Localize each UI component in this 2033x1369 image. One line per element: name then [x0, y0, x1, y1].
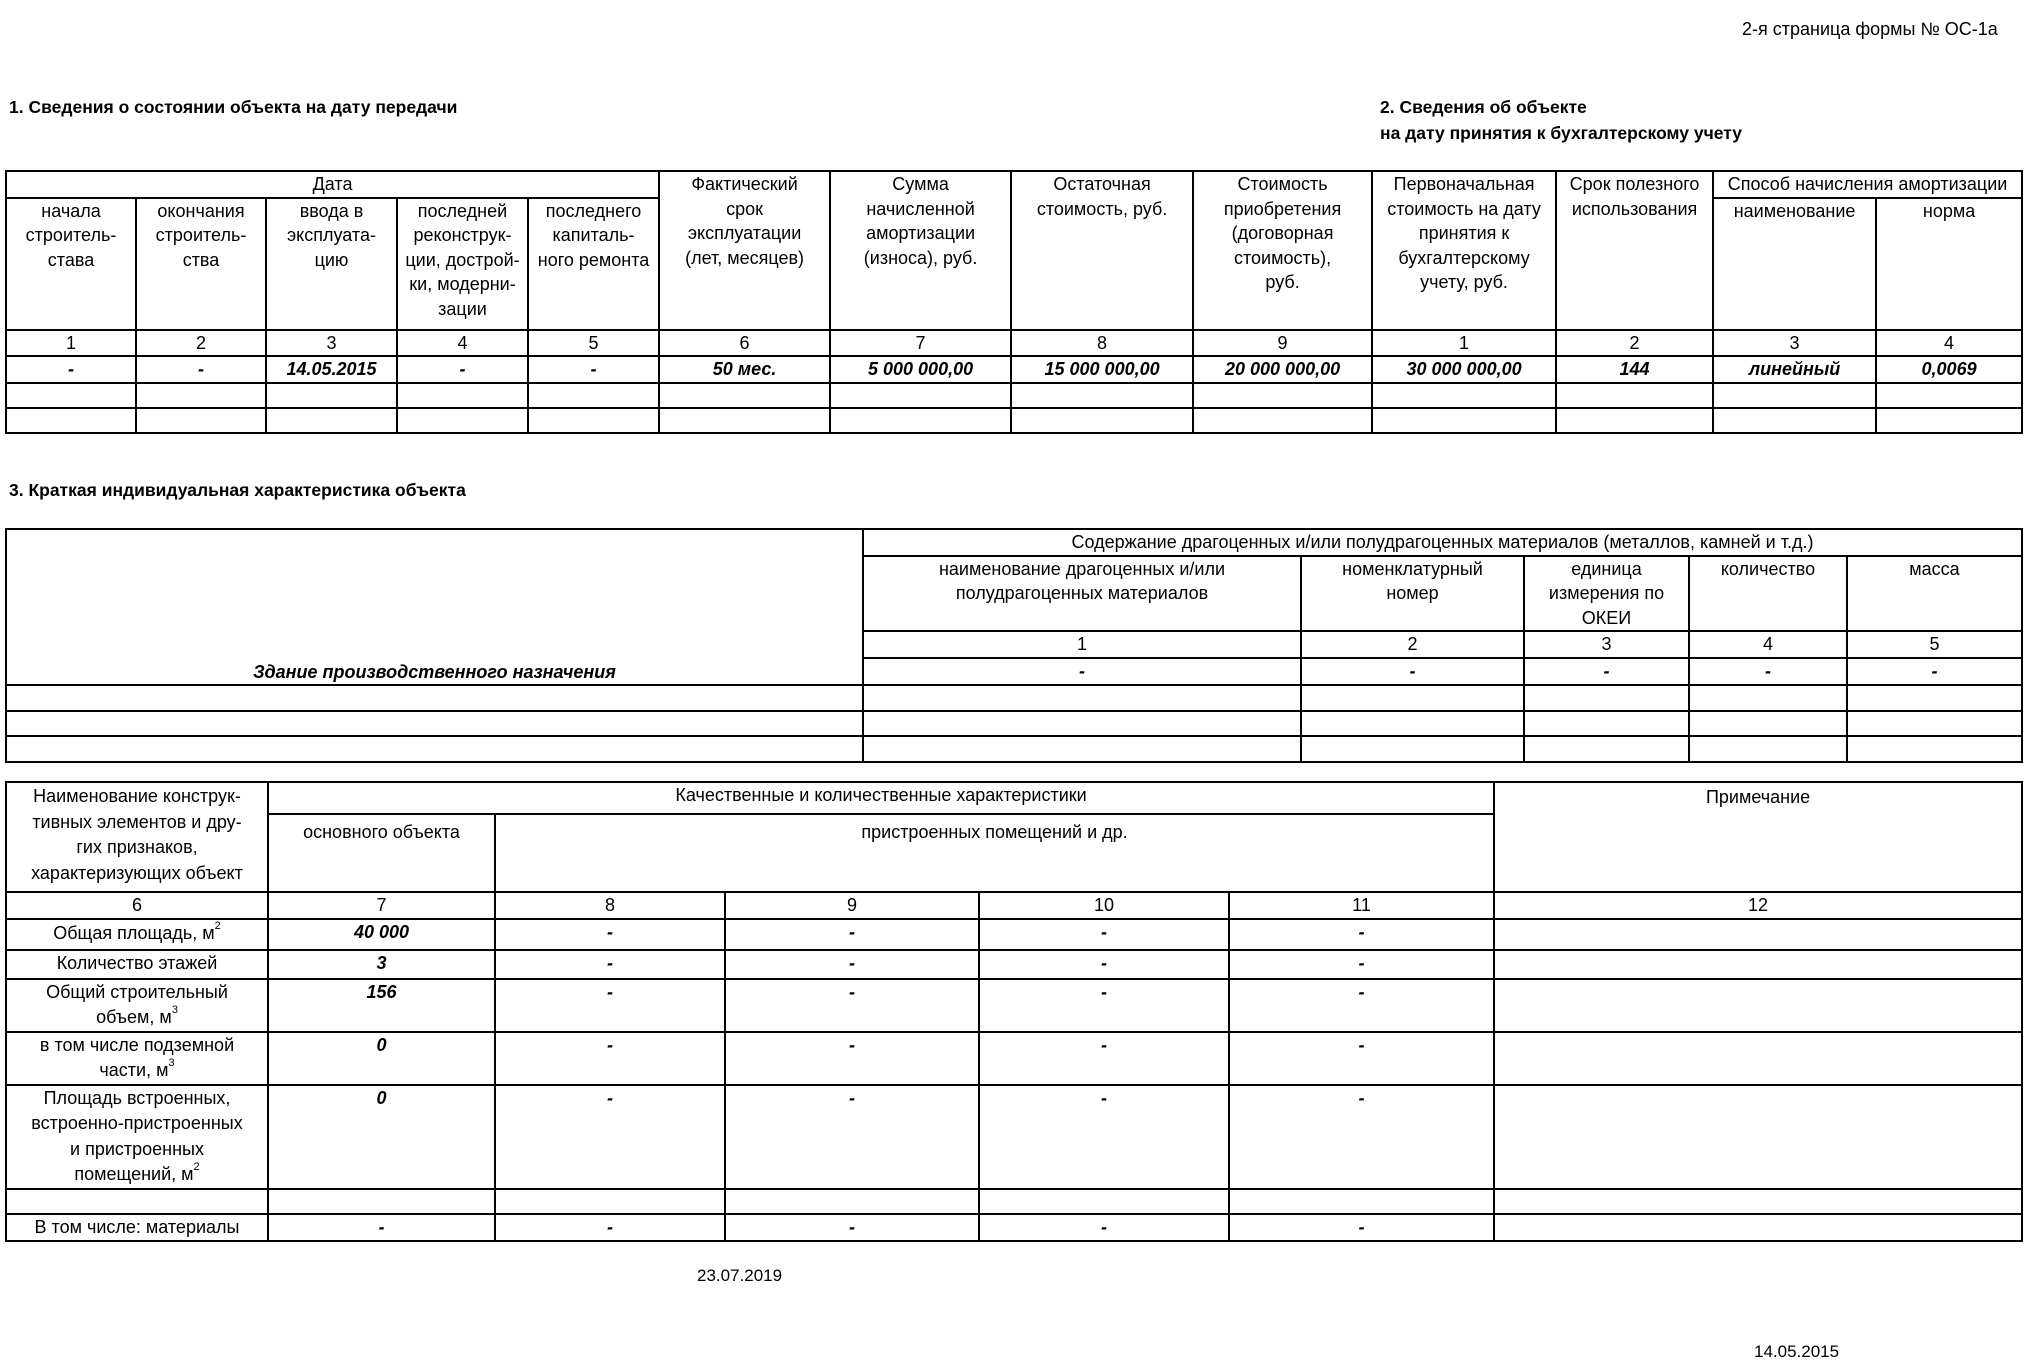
header-line: использования [1571, 198, 1698, 219]
header-line: стоимость, руб. [1036, 198, 1168, 219]
precious-group-header-row [6, 529, 2022, 556]
column-number: 11 [1229, 892, 1494, 919]
table-cell: - [979, 919, 1229, 950]
table-cell [1524, 736, 1689, 762]
header-line: тивных элементов и дру- [32, 811, 242, 832]
table-cell: - [725, 1032, 979, 1085]
column-number: 5 [1847, 631, 2022, 658]
table-cell: - [979, 1214, 1229, 1242]
footer-date-1: 23.07.2019 [697, 1266, 783, 1285]
header-line: окончания [157, 200, 245, 221]
precious-data-row [6, 736, 2022, 762]
header-s1-8 [1011, 171, 1193, 330]
table-cell: - [979, 1032, 1229, 1085]
table-cell [1524, 711, 1689, 736]
characteristic-label [6, 1085, 268, 1189]
table-cell: - [397, 356, 528, 383]
column-number: 6 [659, 330, 830, 357]
header-precious-4 [1689, 556, 1847, 632]
header-line: стоимость), [1234, 247, 1332, 268]
column-number: 8 [1011, 330, 1193, 357]
table-cell: - [725, 950, 979, 979]
header-s1-4 [397, 198, 528, 330]
section3-precious-table [5, 528, 2023, 763]
table-cell: - [725, 1085, 979, 1189]
header-line: става [47, 249, 95, 270]
characteristics-table [5, 781, 2023, 1242]
column-number: 12 [1494, 892, 2022, 919]
table-cell [1556, 383, 1713, 408]
characteristic-label [6, 979, 268, 1032]
label-line: в том числе подземной [39, 1034, 235, 1055]
column-number: 7 [268, 892, 495, 919]
table-cell: - [1229, 1032, 1494, 1085]
header-line: Фактический [691, 174, 798, 194]
table-cell [1229, 1189, 1494, 1214]
table-cell: - [1847, 658, 2022, 685]
column-number: 10 [979, 892, 1229, 919]
column-number: 9 [725, 892, 979, 919]
precious-data-row [6, 711, 2022, 736]
header-line: эксплуата- [287, 225, 376, 246]
column-number: 2 [1556, 330, 1713, 357]
header-s2-4: норма [1876, 198, 2022, 330]
characteristics-row [6, 1085, 2022, 1189]
table-cell [6, 408, 136, 433]
table-cell: 5 000 000,00 [830, 356, 1011, 383]
header-s1-1 [6, 198, 136, 330]
characteristics-row [6, 979, 2022, 1032]
characteristics-row [6, 1189, 2022, 1214]
table-cell: - [979, 1085, 1229, 1189]
header-main-object: основного объекта [268, 814, 495, 892]
section2-title-line1: 2. Сведения об объекте [1380, 97, 1587, 117]
group-header-amortization: Способ начисления амортизации [1713, 171, 2022, 198]
table-cell [6, 383, 136, 408]
header-s1-2 [136, 198, 266, 330]
table-cell [1193, 383, 1372, 408]
table-cell: - [495, 919, 725, 950]
table-cell [725, 1189, 979, 1214]
table-cell: 0 [268, 1085, 495, 1189]
table1-data-row [6, 383, 2022, 408]
section2-title-line2: на дату принятия к бухгалтерскому учету [1380, 123, 1742, 143]
table-cell [659, 408, 830, 433]
header-line: гих признаков, [76, 837, 198, 857]
header-line: единица [1571, 558, 1642, 579]
header-line: приобретения [1223, 198, 1342, 219]
table-cell [1689, 685, 1847, 711]
table-cell [1524, 685, 1689, 711]
header-line: учету, руб. [1420, 272, 1508, 293]
column-number: 1 [863, 631, 1301, 658]
table-cell: - [725, 979, 979, 1032]
table-cell [1713, 383, 1876, 408]
label-line: части, $м^3$ [99, 1057, 175, 1081]
section1-2-table [5, 170, 2023, 434]
header-line: цию [314, 249, 349, 270]
table-cell [659, 383, 830, 408]
header-attached-premises: пристроенных помещений и др. [495, 814, 1494, 892]
table1-data-row [6, 408, 2022, 433]
table-cell: 0,0069 [1876, 356, 2022, 383]
table-cell: 50 мес. [659, 356, 830, 383]
table-cell [397, 383, 528, 408]
table1-number-row [6, 330, 2022, 357]
header-line: номенклатурный [1342, 558, 1483, 579]
header-precious-1 [863, 556, 1301, 632]
header-line: капиталь- [552, 225, 635, 246]
table-cell [495, 1189, 725, 1214]
table-cell [1556, 408, 1713, 433]
header-s1-3 [266, 198, 397, 330]
note-cell [1494, 950, 2022, 979]
column-number: 2 [1301, 631, 1524, 658]
note-cell [1494, 919, 2022, 950]
header-line: эксплуатации [687, 223, 802, 244]
note-cell [1494, 979, 2022, 1032]
note-cell [1494, 1214, 2022, 1242]
table-cell [136, 383, 266, 408]
table-cell: - [1229, 919, 1494, 950]
table-cell [1876, 408, 2022, 433]
table-cell [1301, 685, 1524, 711]
characteristics-number-row [6, 892, 2022, 919]
table-cell [1847, 736, 2022, 762]
header-line: стоимость на дату [1387, 198, 1541, 219]
header-line: Срок полезного [1569, 174, 1700, 194]
header-line: ОКЕИ [1581, 607, 1632, 628]
column-number: 9 [1193, 330, 1372, 357]
header-line: Сумма [892, 174, 949, 194]
note-cell [1494, 1085, 2022, 1189]
label-line: Площадь встроенных, [43, 1087, 231, 1108]
header-line: амортизации [866, 223, 976, 244]
table-cell: 144 [1556, 356, 1713, 383]
table1-group-header-row [6, 171, 2022, 198]
header-line: принятия к [1418, 223, 1510, 244]
table-cell [863, 711, 1301, 736]
table-cell [830, 408, 1011, 433]
unit-exponent: 2 [214, 920, 221, 933]
header-line: ции, дострой- [405, 249, 520, 270]
header-s2-1 [1372, 171, 1556, 330]
header-line: срок [726, 198, 764, 219]
unit-exponent: 3 [168, 1057, 175, 1070]
header-line: количество [1720, 558, 1816, 579]
table-cell [528, 408, 659, 433]
table-cell: - [725, 919, 979, 950]
header-line: реконструк- [413, 225, 512, 246]
label-line: и пристроенных [70, 1138, 204, 1159]
footer-date-2: 14.05.2015 [1754, 1342, 1840, 1361]
table-cell: - [979, 950, 1229, 979]
column-number: 3 [1713, 330, 1876, 357]
column-number: 7 [830, 330, 1011, 357]
header-element-name [6, 782, 268, 892]
object-extra-cell [6, 736, 863, 762]
note-cell [1494, 1032, 2022, 1085]
column-number: 6 [6, 892, 268, 919]
table-cell: 20 000 000,00 [1193, 356, 1372, 383]
header-line: Первоначальная [1393, 174, 1535, 194]
header-line: последней [417, 200, 508, 221]
label-line: В том числе: материалы [34, 1216, 240, 1237]
characteristics-row [6, 1214, 2022, 1242]
table-cell: - [6, 356, 136, 383]
header-line: (лет, месяцев) [685, 247, 805, 268]
unit-exponent: 2 [193, 1161, 200, 1174]
object-extra-cell [6, 711, 863, 736]
note-cell [1494, 1189, 2022, 1214]
table-cell: 15 000 000,00 [1011, 356, 1193, 383]
header-s2-2 [1556, 171, 1713, 330]
column-number: 5 [528, 330, 659, 357]
label-line: встроенно-пристроенных [31, 1113, 243, 1134]
table-cell: - [528, 356, 659, 383]
table-cell: линейный [1713, 356, 1876, 383]
table-cell: 14.05.2015 [266, 356, 397, 383]
header-line: (договорная [1231, 223, 1334, 244]
table-cell: 0 [268, 1032, 495, 1085]
section1-title: 1. Сведения о состоянии объекта на дату передачи [9, 97, 458, 117]
characteristic-label [6, 1189, 268, 1214]
table-cell [528, 383, 659, 408]
characteristic-label [6, 950, 268, 979]
table-cell: - [1229, 979, 1494, 1032]
table-cell [1301, 736, 1524, 762]
table-cell [397, 408, 528, 433]
table-cell [1372, 383, 1556, 408]
label-line: Количество этажей [56, 953, 218, 974]
table-cell [830, 383, 1011, 408]
header-line: масса [1909, 558, 1960, 579]
header-note: Примечание [1494, 782, 2022, 892]
header-s1-9 [1193, 171, 1372, 330]
table-cell [1847, 685, 2022, 711]
column-number: 3 [1524, 631, 1689, 658]
characteristics-row [6, 950, 2022, 979]
table-cell: - [495, 950, 725, 979]
table-cell: - [495, 1032, 725, 1085]
label-line: Общая площадь, $м^2$ [53, 920, 221, 944]
table-cell: 40 000 [268, 919, 495, 950]
label-line: Общий строительный [46, 981, 228, 1002]
characteristic-label [6, 1032, 268, 1085]
header-line: номер [1386, 583, 1439, 604]
header-line: начисленной [866, 198, 975, 219]
header-line: руб. [1265, 272, 1300, 293]
table-cell: - [863, 658, 1301, 685]
label-line: помещений, $м^2$ [74, 1161, 200, 1185]
table-cell [136, 408, 266, 433]
header-line: Стоимость [1237, 174, 1328, 194]
table-cell [1713, 408, 1876, 433]
table-cell: - [1689, 658, 1847, 685]
characteristic-label [6, 919, 268, 950]
group-header-date: Дата [6, 171, 659, 198]
header-precious-3 [1524, 556, 1689, 632]
table1-data-row [6, 356, 2022, 383]
table-cell: 156 [268, 979, 495, 1032]
table-cell: - [1301, 658, 1524, 685]
table-cell [266, 383, 397, 408]
header-line: строитель- [25, 225, 117, 246]
column-number: 4 [397, 330, 528, 357]
table-cell: - [495, 1214, 725, 1242]
header-s1-5 [528, 198, 659, 330]
header-line: ства [182, 249, 220, 270]
table-cell: - [1524, 658, 1689, 685]
header-line: начала [41, 200, 101, 221]
header-line: Наименование конструк- [33, 786, 241, 806]
group-header-characteristics: Качественные и количественные характеристики [268, 782, 1494, 814]
group-header-precious: Содержание драгоценных и/или полудрагоценных материалов (металлов, камней и т.д.) [863, 529, 2022, 556]
table-cell [1011, 408, 1193, 433]
header-precious-5 [1847, 556, 2022, 632]
header-line: последнего [545, 200, 642, 221]
label-line: объем, $м^3$ [96, 1004, 178, 1028]
column-number: 4 [1876, 330, 2022, 357]
header-line: ввода в [299, 200, 364, 221]
table-cell: - [495, 1085, 725, 1189]
header-precious-2 [1301, 556, 1524, 632]
table-cell [1301, 711, 1524, 736]
unit-exponent: 3 [171, 1004, 178, 1017]
table-cell: - [268, 1214, 495, 1242]
table-cell [1689, 736, 1847, 762]
header-s1-7 [830, 171, 1011, 330]
header-line: полудрагоценных материалов [955, 583, 1209, 604]
header-line: характеризующих объект [31, 862, 243, 883]
object-name: Здание производственного назначения [6, 529, 863, 685]
table-cell [1689, 711, 1847, 736]
header-line: (износа), руб. [863, 247, 978, 268]
header-s2-3: наименование [1713, 198, 1876, 330]
column-number: 1 [6, 330, 136, 357]
section3-title: 3. Краткая индивидуальная характеристика объекта [9, 480, 466, 500]
table-cell: 3 [268, 950, 495, 979]
column-number: 1 [1372, 330, 1556, 357]
column-number: 3 [266, 330, 397, 357]
table-cell: - [979, 979, 1229, 1032]
precious-data-row [6, 685, 2022, 711]
header-line: ки, модерни- [409, 274, 516, 295]
table-cell: - [495, 979, 725, 1032]
table-cell: - [725, 1214, 979, 1242]
header-line: Остаточная [1053, 174, 1151, 194]
characteristic-label [6, 1214, 268, 1242]
table-cell [1193, 408, 1372, 433]
characteristics-row [6, 919, 2022, 950]
column-number: 2 [136, 330, 266, 357]
table-cell: - [1229, 950, 1494, 979]
table-cell: - [136, 356, 266, 383]
table-cell [1372, 408, 1556, 433]
header-line: бухгалтерскому [1398, 247, 1530, 268]
characteristics-group-header-row [6, 782, 2022, 814]
header-line: строитель- [155, 225, 247, 246]
characteristics-row [6, 1032, 2022, 1085]
table-cell [1876, 383, 2022, 408]
header-s1-6 [659, 171, 830, 330]
table-cell [979, 1189, 1229, 1214]
column-number: 8 [495, 892, 725, 919]
table-cell [1847, 711, 2022, 736]
table-cell: - [1229, 1214, 1494, 1242]
header-line: ного ремонта [537, 249, 650, 270]
table-cell [1011, 383, 1193, 408]
table-cell [268, 1189, 495, 1214]
table-cell [863, 736, 1301, 762]
header-line: зации [438, 298, 487, 319]
object-extra-cell [6, 685, 863, 711]
column-number: 4 [1689, 631, 1847, 658]
table-cell [863, 685, 1301, 711]
form-page-label: 2-я страница формы № ОС-1а [1742, 19, 1998, 39]
header-line: наименование драгоценных и/или [938, 558, 1226, 579]
section2-title [1380, 94, 1742, 146]
table-cell [266, 408, 397, 433]
header-line: измерения по [1548, 583, 1665, 604]
table-cell: 30 000 000,00 [1372, 356, 1556, 383]
table-cell: - [1229, 1085, 1494, 1189]
